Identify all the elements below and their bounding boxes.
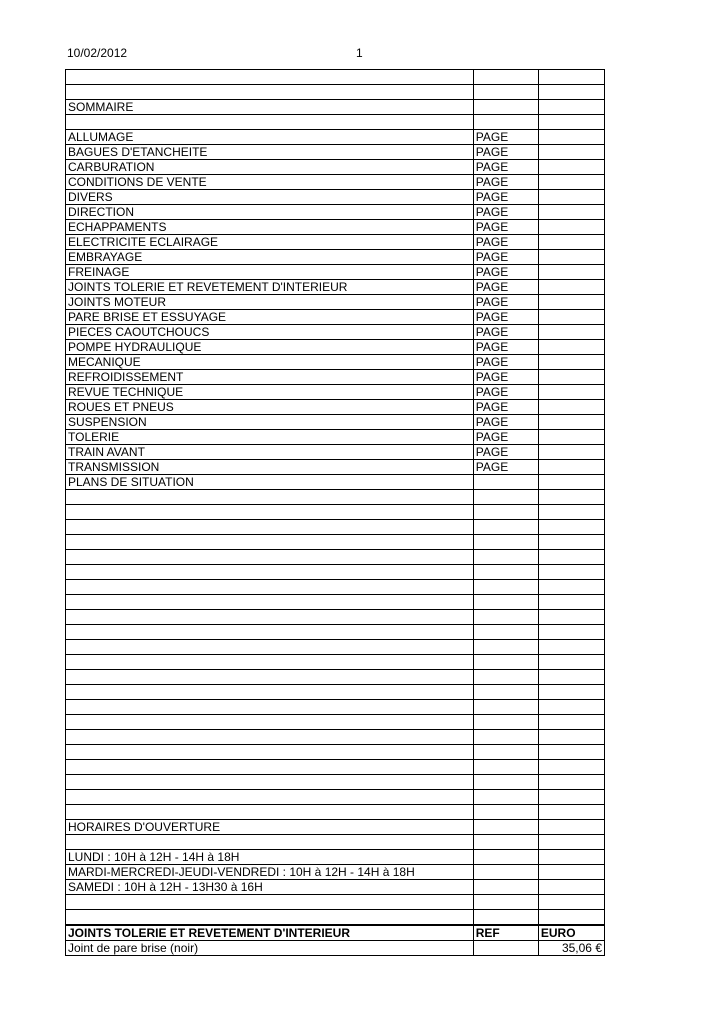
section-name-cell: HORAIRES D'OUVERTURE xyxy=(66,820,474,835)
section-name-cell xyxy=(66,895,474,910)
page-ref-cell: PAGE xyxy=(473,325,538,340)
page-number-cell xyxy=(538,625,604,640)
page-number-cell xyxy=(538,400,604,415)
page-ref-cell xyxy=(473,100,538,115)
page-number-cell xyxy=(538,655,604,670)
page-number-cell xyxy=(538,280,604,295)
table-row xyxy=(66,505,605,520)
table-row xyxy=(66,250,605,265)
page-number-cell xyxy=(538,115,604,130)
section-name-cell xyxy=(66,505,474,520)
section-name-cell xyxy=(66,685,474,700)
section-name-cell: REVUE TECHNIQUE xyxy=(66,385,474,400)
table-row xyxy=(66,430,605,445)
section-name-cell: POMPE HYDRAULIQUE xyxy=(66,340,474,355)
table-row xyxy=(66,310,605,325)
section-name-cell xyxy=(66,640,474,655)
section-name-cell xyxy=(66,520,474,535)
page-number-cell xyxy=(538,340,604,355)
section-name-cell xyxy=(66,595,474,610)
page-number-cell xyxy=(538,445,604,460)
page-ref-cell: PAGE xyxy=(473,145,538,160)
table-row xyxy=(66,820,605,835)
section-name-cell: ALLUMAGE xyxy=(66,130,474,145)
page-number-cell xyxy=(538,385,604,400)
table-row xyxy=(66,865,605,880)
page-number-cell xyxy=(538,565,604,580)
page-number-cell xyxy=(538,475,604,490)
table-row xyxy=(66,805,605,820)
page-ref-cell xyxy=(473,70,538,85)
page-ref-cell xyxy=(473,550,538,565)
page-ref-cell: PAGE xyxy=(473,295,538,310)
page-number-cell xyxy=(538,640,604,655)
page-number-cell xyxy=(538,130,604,145)
table-row xyxy=(66,775,605,790)
item-row xyxy=(66,941,605,956)
table-row xyxy=(66,610,605,625)
page-ref-cell: PAGE xyxy=(473,415,538,430)
page-number-cell xyxy=(538,490,604,505)
page-number-cell xyxy=(538,610,604,625)
table-row xyxy=(66,490,605,505)
section-name-cell: SUSPENSION xyxy=(66,415,474,430)
table-row xyxy=(66,790,605,805)
page-number-cell xyxy=(538,355,604,370)
page-number-cell xyxy=(538,205,604,220)
page-number-cell xyxy=(538,460,604,475)
section-name-cell xyxy=(66,85,474,100)
item-ref-cell xyxy=(473,941,538,956)
item-price-cell: 35,06 € xyxy=(538,941,604,956)
page-number-cell xyxy=(538,835,604,850)
page-ref-cell xyxy=(473,580,538,595)
table-row xyxy=(66,745,605,760)
page-ref-cell: PAGE xyxy=(473,220,538,235)
page-ref-cell: PAGE xyxy=(473,385,538,400)
page-ref-cell: PAGE xyxy=(473,445,538,460)
page-number-cell xyxy=(538,235,604,250)
page-number-cell xyxy=(538,265,604,280)
page-ref-cell: PAGE xyxy=(473,265,538,280)
section-name-cell xyxy=(66,775,474,790)
page-number-cell xyxy=(538,220,604,235)
page-ref-cell xyxy=(473,775,538,790)
page-number-cell xyxy=(538,85,604,100)
page-ref-cell xyxy=(473,685,538,700)
table-row xyxy=(66,340,605,355)
page-number-cell xyxy=(538,730,604,745)
table-row xyxy=(66,370,605,385)
page-number-cell xyxy=(538,160,604,175)
section-name-cell: MECANIQUE xyxy=(66,355,474,370)
table-row xyxy=(66,160,605,175)
page-number-cell xyxy=(538,505,604,520)
table-row xyxy=(66,85,605,100)
page-ref-cell: PAGE xyxy=(473,235,538,250)
page-number-cell xyxy=(538,910,604,926)
page-number-cell xyxy=(538,145,604,160)
document-date: 10/02/2012 xyxy=(67,46,128,60)
page-ref-cell xyxy=(473,865,538,880)
ref-column-header: REF xyxy=(473,925,538,941)
page-number-cell xyxy=(538,520,604,535)
table-row xyxy=(66,385,605,400)
page-number-cell xyxy=(538,880,604,895)
page-number-cell xyxy=(538,685,604,700)
section-name-cell: SOMMAIRE xyxy=(66,100,474,115)
table-row xyxy=(66,460,605,475)
table-row xyxy=(66,730,605,745)
section-name-cell xyxy=(66,535,474,550)
page-number-cell xyxy=(538,850,604,865)
table-row xyxy=(66,220,605,235)
page-number-cell xyxy=(538,670,604,685)
table-row xyxy=(66,685,605,700)
page-number-cell xyxy=(538,715,604,730)
page-number-cell xyxy=(538,790,604,805)
page-ref-cell xyxy=(473,625,538,640)
table-row xyxy=(66,850,605,865)
page-number-cell xyxy=(538,895,604,910)
section-name-cell: BAGUES D'ETANCHEITE xyxy=(66,145,474,160)
page-ref-cell xyxy=(473,790,538,805)
page-ref-cell xyxy=(473,535,538,550)
page-ref-cell: PAGE xyxy=(473,250,538,265)
page-ref-cell: PAGE xyxy=(473,160,538,175)
page-ref-cell xyxy=(473,475,538,490)
page-ref-cell: PAGE xyxy=(473,190,538,205)
page-ref-cell xyxy=(473,805,538,820)
section-name-cell xyxy=(66,490,474,505)
page-ref-cell xyxy=(473,850,538,865)
table-row xyxy=(66,595,605,610)
section-name-cell: EMBRAYAGE xyxy=(66,250,474,265)
section-name-cell xyxy=(66,70,474,85)
page-ref-cell xyxy=(473,115,538,130)
section-name-cell xyxy=(66,700,474,715)
page-ref-cell: PAGE xyxy=(473,370,538,385)
section-name-cell xyxy=(66,550,474,565)
page-number-cell xyxy=(538,550,604,565)
section-name-cell: LUNDI : 10H à 12H - 14H à 18H xyxy=(66,850,474,865)
page-number-cell xyxy=(538,775,604,790)
table-row xyxy=(66,445,605,460)
item-name-cell: Joint de pare brise (noir) xyxy=(66,941,474,956)
page-number-cell xyxy=(538,370,604,385)
section-name-cell: PARE BRISE ET ESSUYAGE xyxy=(66,310,474,325)
table-row xyxy=(66,100,605,115)
page-number-cell xyxy=(538,190,604,205)
table-row xyxy=(66,145,605,160)
page-ref-cell: PAGE xyxy=(473,460,538,475)
section-name-cell: MARDI-MERCREDI-JEUDI-VENDREDI : 10H à 12H - 14H à 18H xyxy=(66,865,474,880)
table-row xyxy=(66,535,605,550)
section-name-cell: ROUES ET PNEUS xyxy=(66,400,474,415)
page-ref-cell xyxy=(473,565,538,580)
section-name-cell xyxy=(66,580,474,595)
table-row xyxy=(66,580,605,595)
page-number-cell xyxy=(538,295,604,310)
page-ref-cell xyxy=(473,640,538,655)
page-number-cell xyxy=(538,580,604,595)
euro-column-header: EURO xyxy=(538,925,604,941)
table-row xyxy=(66,880,605,895)
section-name-cell: CONDITIONS DE VENTE xyxy=(66,175,474,190)
table-row xyxy=(66,265,605,280)
catalog-table xyxy=(65,69,605,956)
page-number-cell xyxy=(538,250,604,265)
section-title-cell: JOINTS TOLERIE ET REVETEMENT D'INTERIEUR xyxy=(66,925,474,941)
table-row xyxy=(66,280,605,295)
table-row xyxy=(66,115,605,130)
section-name-cell xyxy=(66,835,474,850)
page-ref-cell: PAGE xyxy=(473,130,538,145)
page-ref-cell xyxy=(473,910,538,926)
section-name-cell: DIVERS xyxy=(66,190,474,205)
page-ref-cell: PAGE xyxy=(473,430,538,445)
page-ref-cell xyxy=(473,895,538,910)
table-row xyxy=(66,520,605,535)
table-row xyxy=(66,640,605,655)
page-number-cell xyxy=(538,595,604,610)
page-ref-cell: PAGE xyxy=(473,205,538,220)
page-ref-cell: PAGE xyxy=(473,175,538,190)
section-name-cell xyxy=(66,610,474,625)
section-name-cell: DIRECTION xyxy=(66,205,474,220)
section-name-cell: CARBURATION xyxy=(66,160,474,175)
section-name-cell xyxy=(66,730,474,745)
section-name-cell xyxy=(66,760,474,775)
page-number: 1 xyxy=(356,46,363,60)
page-ref-cell xyxy=(473,760,538,775)
page-ref-cell xyxy=(473,715,538,730)
table-row xyxy=(66,400,605,415)
section-name-cell: TRANSMISSION xyxy=(66,460,474,475)
section-name-cell xyxy=(66,655,474,670)
page-number-cell xyxy=(538,865,604,880)
table-row xyxy=(66,700,605,715)
page-ref-cell xyxy=(473,670,538,685)
page-ref-cell xyxy=(473,655,538,670)
section-name-cell xyxy=(66,805,474,820)
page-number-cell xyxy=(538,700,604,715)
table-row xyxy=(66,895,605,910)
page-ref-cell xyxy=(473,730,538,745)
table-row xyxy=(66,475,605,490)
table-row xyxy=(66,910,605,926)
section-header-row xyxy=(66,925,605,941)
table-row xyxy=(66,205,605,220)
page-number-cell xyxy=(538,760,604,775)
page-ref-cell xyxy=(473,595,538,610)
section-name-cell: ECHAPPAMENTS xyxy=(66,220,474,235)
page-ref-cell xyxy=(473,820,538,835)
section-name-cell: JOINTS MOTEUR xyxy=(66,295,474,310)
page-ref-cell: PAGE xyxy=(473,310,538,325)
table-row xyxy=(66,715,605,730)
section-name-cell xyxy=(66,670,474,685)
table-row xyxy=(66,565,605,580)
section-name-cell xyxy=(66,115,474,130)
page-number-cell xyxy=(538,745,604,760)
section-name-cell xyxy=(66,565,474,580)
page-number-cell xyxy=(538,415,604,430)
page-ref-cell xyxy=(473,490,538,505)
table-row xyxy=(66,355,605,370)
section-name-cell: SAMEDI : 10H à 12H - 13H30 à 16H xyxy=(66,880,474,895)
table-row xyxy=(66,670,605,685)
section-name-cell: TOLERIE xyxy=(66,430,474,445)
page-number-cell xyxy=(538,325,604,340)
section-name-cell xyxy=(66,715,474,730)
page-ref-cell: PAGE xyxy=(473,280,538,295)
table-row xyxy=(66,175,605,190)
page-ref-cell: PAGE xyxy=(473,400,538,415)
section-name-cell xyxy=(66,790,474,805)
page-number-cell xyxy=(538,100,604,115)
page-ref-cell xyxy=(473,610,538,625)
section-name-cell: FREINAGE xyxy=(66,265,474,280)
page-number-cell xyxy=(538,310,604,325)
page-number-cell xyxy=(538,805,604,820)
table-row xyxy=(66,190,605,205)
section-name-cell: TRAIN AVANT xyxy=(66,445,474,460)
table-row xyxy=(66,70,605,85)
section-name-cell: ELECTRICITE ECLAIRAGE xyxy=(66,235,474,250)
section-name-cell: JOINTS TOLERIE ET REVETEMENT D'INTERIEUR xyxy=(66,280,474,295)
page-number-cell xyxy=(538,820,604,835)
table-row xyxy=(66,625,605,640)
table-row xyxy=(66,295,605,310)
table-row xyxy=(66,835,605,850)
page-number-cell xyxy=(538,430,604,445)
page-number-cell xyxy=(538,175,604,190)
page-ref-cell xyxy=(473,85,538,100)
page-number-cell xyxy=(538,70,604,85)
table-row xyxy=(66,415,605,430)
section-name-cell xyxy=(66,910,474,926)
table-row xyxy=(66,655,605,670)
page-number-cell xyxy=(538,535,604,550)
page-ref-cell xyxy=(473,520,538,535)
section-name-cell: PIECES CAOUTCHOUCS xyxy=(66,325,474,340)
table-row xyxy=(66,235,605,250)
page-ref-cell xyxy=(473,700,538,715)
section-name-cell xyxy=(66,625,474,640)
page-ref-cell xyxy=(473,880,538,895)
table-row xyxy=(66,325,605,340)
page-ref-cell xyxy=(473,745,538,760)
page-ref-cell: PAGE xyxy=(473,340,538,355)
page-ref-cell xyxy=(473,835,538,850)
section-name-cell: REFROIDISSEMENT xyxy=(66,370,474,385)
page-ref-cell xyxy=(473,505,538,520)
section-name-cell: PLANS DE SITUATION xyxy=(66,475,474,490)
page-ref-cell: PAGE xyxy=(473,355,538,370)
section-name-cell xyxy=(66,745,474,760)
table-row xyxy=(66,760,605,775)
table-row xyxy=(66,130,605,145)
table-row xyxy=(66,550,605,565)
